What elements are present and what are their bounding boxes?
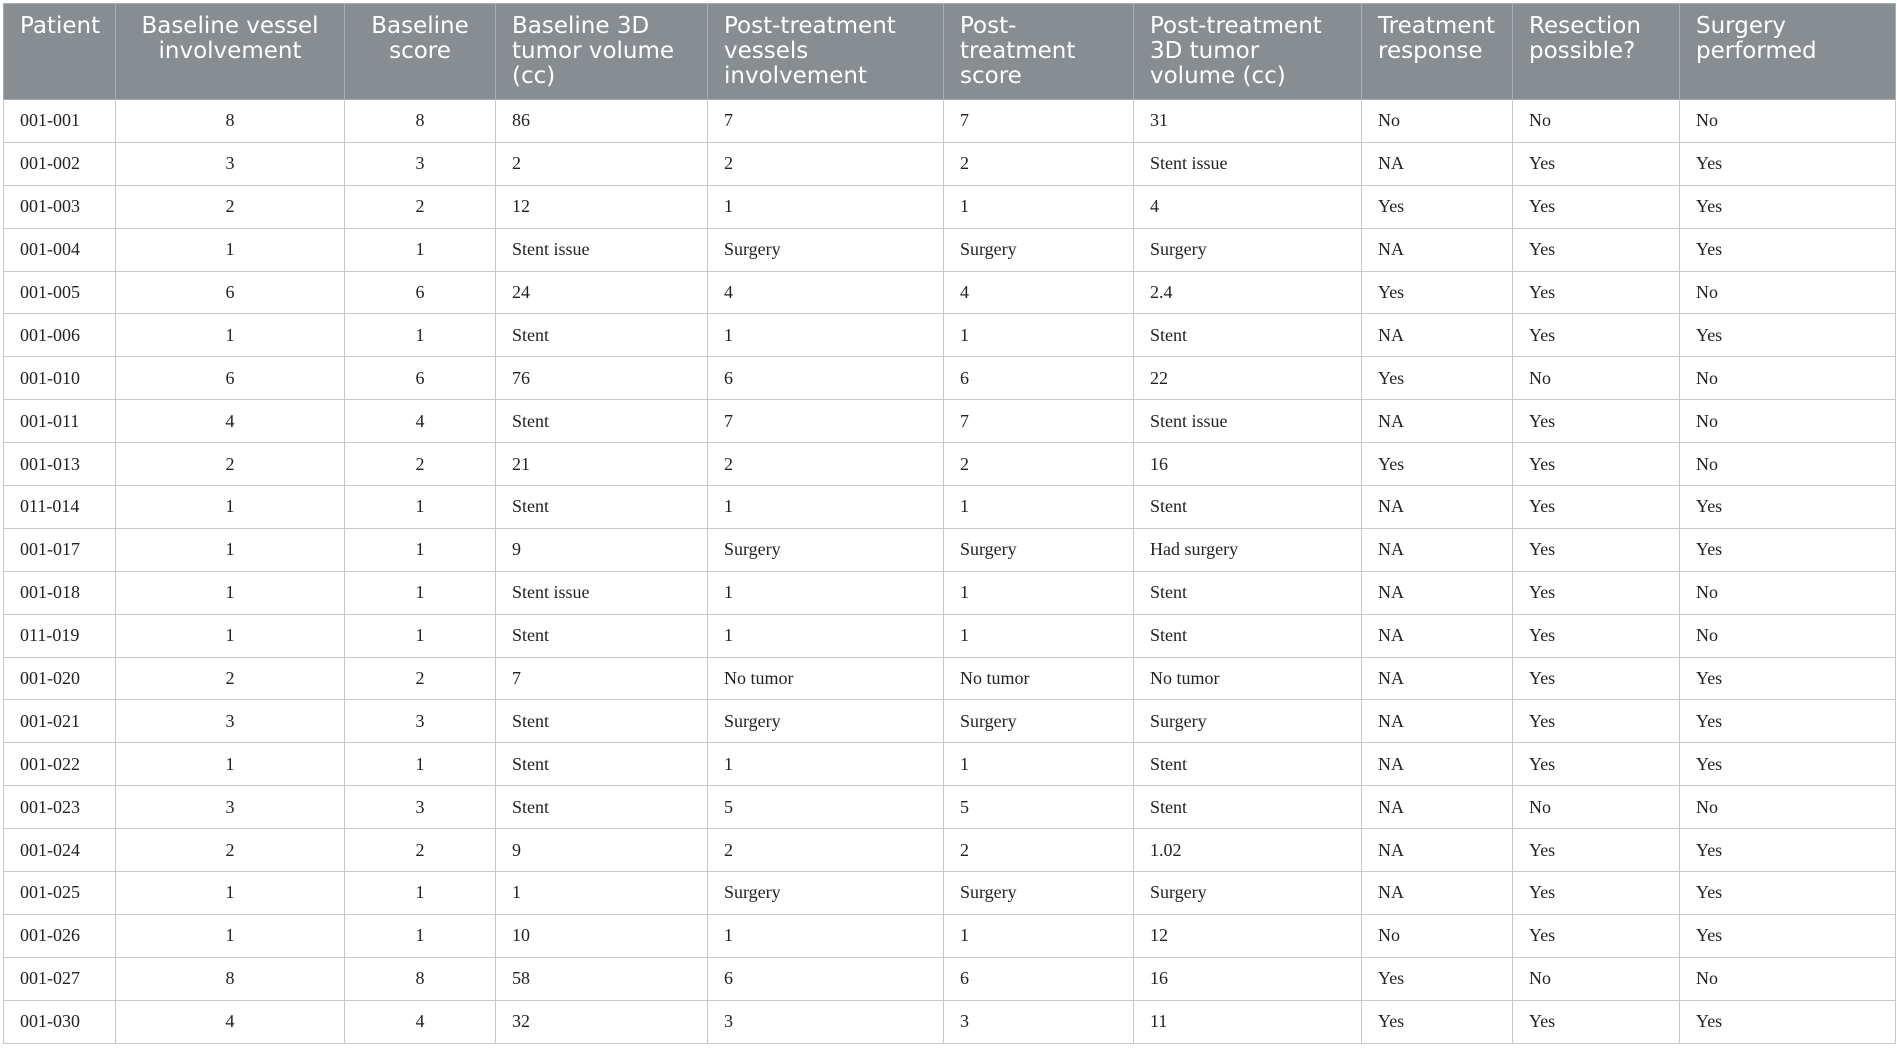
cell-surgery-performed: Yes — [1680, 743, 1896, 786]
cell-patient: 001-024 — [4, 829, 116, 872]
table-body — [4, 100, 1896, 1044]
table-row — [4, 571, 1896, 614]
cell-surgery-performed: No — [1680, 614, 1896, 657]
cell-baseline-score: 2 — [345, 657, 496, 700]
cell-treatment-response: Yes — [1362, 185, 1513, 228]
cell-post-vessels-involvement: Surgery — [708, 528, 944, 571]
cell-surgery-performed: Yes — [1680, 185, 1896, 228]
header-baseline-score: Baseline score — [345, 4, 496, 100]
cell-post-tumor-volume: Stent — [1134, 486, 1362, 529]
cell-baseline-score: 2 — [345, 829, 496, 872]
cell-baseline-score: 8 — [345, 100, 496, 143]
cell-surgery-performed: No — [1680, 443, 1896, 486]
cell-post-score: 3 — [944, 1000, 1134, 1043]
cell-patient: 001-018 — [4, 571, 116, 614]
header-post-vessels-involvement: Post-treatment vessels involvement — [708, 4, 944, 100]
cell-post-vessels-involvement: 2 — [708, 142, 944, 185]
cell-baseline-vessel-involvement: 1 — [116, 872, 345, 915]
cell-patient: 011-014 — [4, 486, 116, 529]
cell-baseline-vessel-involvement: 8 — [116, 957, 345, 1000]
cell-treatment-response: NA — [1362, 614, 1513, 657]
cell-treatment-response: Yes — [1362, 957, 1513, 1000]
cell-post-vessels-involvement: 1 — [708, 614, 944, 657]
cell-baseline-tumor-volume: 32 — [496, 1000, 708, 1043]
cell-surgery-performed: Yes — [1680, 486, 1896, 529]
cell-patient: 001-001 — [4, 100, 116, 143]
cell-post-vessels-involvement: 4 — [708, 271, 944, 314]
cell-post-vessels-involvement: 6 — [708, 957, 944, 1000]
cell-baseline-vessel-involvement: 2 — [116, 185, 345, 228]
cell-post-score: 1 — [944, 314, 1134, 357]
table-row — [4, 185, 1896, 228]
cell-post-score: Surgery — [944, 228, 1134, 271]
cell-treatment-response: NA — [1362, 786, 1513, 829]
cell-treatment-response: NA — [1362, 228, 1513, 271]
cell-surgery-performed: Yes — [1680, 872, 1896, 915]
header-surgery-performed: Surgery performed — [1680, 4, 1896, 100]
cell-post-score: 1 — [944, 571, 1134, 614]
cell-resection-possible: Yes — [1513, 271, 1680, 314]
cell-baseline-tumor-volume: 76 — [496, 357, 708, 400]
cell-surgery-performed: No — [1680, 357, 1896, 400]
cell-resection-possible: Yes — [1513, 528, 1680, 571]
cell-baseline-vessel-involvement: 8 — [116, 100, 345, 143]
cell-baseline-tumor-volume: 24 — [496, 271, 708, 314]
cell-baseline-vessel-involvement: 3 — [116, 700, 345, 743]
cell-baseline-tumor-volume: Stent issue — [496, 571, 708, 614]
table-row — [4, 957, 1896, 1000]
cell-baseline-vessel-involvement: 1 — [116, 743, 345, 786]
table-row — [4, 528, 1896, 571]
cell-treatment-response: NA — [1362, 743, 1513, 786]
cell-post-tumor-volume: 4 — [1134, 185, 1362, 228]
cell-baseline-tumor-volume: Stent — [496, 314, 708, 357]
cell-baseline-vessel-involvement: 2 — [116, 829, 345, 872]
cell-patient: 001-017 — [4, 528, 116, 571]
cell-patient: 001-022 — [4, 743, 116, 786]
cell-patient: 001-011 — [4, 400, 116, 443]
cell-surgery-performed: No — [1680, 957, 1896, 1000]
table-row — [4, 700, 1896, 743]
cell-baseline-score: 1 — [345, 528, 496, 571]
cell-patient: 001-023 — [4, 786, 116, 829]
cell-post-score: 1 — [944, 743, 1134, 786]
cell-treatment-response: No — [1362, 100, 1513, 143]
cell-baseline-tumor-volume: 86 — [496, 100, 708, 143]
cell-post-score: No tumor — [944, 657, 1134, 700]
header-post-score: Post-treatment score — [944, 4, 1134, 100]
cell-baseline-score: 6 — [345, 271, 496, 314]
cell-patient: 011-019 — [4, 614, 116, 657]
patient-table — [3, 3, 1896, 1044]
cell-post-vessels-involvement: 3 — [708, 1000, 944, 1043]
table-row — [4, 1000, 1896, 1043]
cell-baseline-tumor-volume: Stent issue — [496, 228, 708, 271]
cell-patient: 001-005 — [4, 271, 116, 314]
cell-surgery-performed: Yes — [1680, 142, 1896, 185]
cell-post-tumor-volume: 22 — [1134, 357, 1362, 400]
cell-resection-possible: Yes — [1513, 185, 1680, 228]
cell-post-vessels-involvement: 5 — [708, 786, 944, 829]
header-resection-possible: Resection possible? — [1513, 4, 1680, 100]
cell-post-score: Surgery — [944, 528, 1134, 571]
cell-baseline-score: 1 — [345, 872, 496, 915]
cell-post-score: 4 — [944, 271, 1134, 314]
cell-resection-possible: Yes — [1513, 872, 1680, 915]
cell-patient: 001-013 — [4, 443, 116, 486]
cell-resection-possible: Yes — [1513, 614, 1680, 657]
cell-post-tumor-volume: Stent — [1134, 614, 1362, 657]
cell-resection-possible: Yes — [1513, 228, 1680, 271]
cell-baseline-vessel-involvement: 2 — [116, 657, 345, 700]
cell-resection-possible: Yes — [1513, 486, 1680, 529]
cell-resection-possible: Yes — [1513, 142, 1680, 185]
cell-baseline-score: 1 — [345, 914, 496, 957]
cell-patient: 001-021 — [4, 700, 116, 743]
cell-post-tumor-volume: Stent — [1134, 743, 1362, 786]
cell-baseline-score: 3 — [345, 142, 496, 185]
cell-baseline-score: 1 — [345, 228, 496, 271]
cell-post-tumor-volume: Stent issue — [1134, 400, 1362, 443]
table-row — [4, 400, 1896, 443]
cell-resection-possible: Yes — [1513, 443, 1680, 486]
cell-post-score: 7 — [944, 400, 1134, 443]
cell-treatment-response: NA — [1362, 872, 1513, 915]
cell-post-tumor-volume: 12 — [1134, 914, 1362, 957]
cell-post-vessels-involvement: 2 — [708, 829, 944, 872]
cell-baseline-tumor-volume: 9 — [496, 829, 708, 872]
cell-post-vessels-involvement: 7 — [708, 400, 944, 443]
cell-post-score: 6 — [944, 957, 1134, 1000]
cell-baseline-vessel-involvement: 1 — [116, 228, 345, 271]
cell-baseline-tumor-volume: Stent — [496, 743, 708, 786]
cell-baseline-score: 1 — [345, 743, 496, 786]
cell-post-vessels-involvement: Surgery — [708, 700, 944, 743]
cell-post-vessels-involvement: 1 — [708, 743, 944, 786]
cell-surgery-performed: No — [1680, 271, 1896, 314]
cell-resection-possible: Yes — [1513, 914, 1680, 957]
cell-patient: 001-003 — [4, 185, 116, 228]
cell-patient: 001-020 — [4, 657, 116, 700]
cell-baseline-tumor-volume: 21 — [496, 443, 708, 486]
cell-patient: 001-030 — [4, 1000, 116, 1043]
cell-treatment-response: NA — [1362, 142, 1513, 185]
cell-surgery-performed: Yes — [1680, 314, 1896, 357]
cell-post-tumor-volume: No tumor — [1134, 657, 1362, 700]
cell-post-vessels-involvement: 1 — [708, 486, 944, 529]
cell-baseline-tumor-volume: Stent — [496, 786, 708, 829]
cell-baseline-score: 4 — [345, 1000, 496, 1043]
cell-post-vessels-involvement: 6 — [708, 357, 944, 400]
cell-treatment-response: NA — [1362, 400, 1513, 443]
cell-post-score: Surgery — [944, 872, 1134, 915]
cell-surgery-performed: No — [1680, 571, 1896, 614]
table-row — [4, 743, 1896, 786]
cell-post-vessels-involvement: 1 — [708, 185, 944, 228]
cell-post-vessels-involvement: 2 — [708, 443, 944, 486]
cell-baseline-vessel-involvement: 1 — [116, 571, 345, 614]
cell-baseline-vessel-involvement: 4 — [116, 1000, 345, 1043]
cell-surgery-performed: No — [1680, 400, 1896, 443]
cell-baseline-vessel-involvement: 4 — [116, 400, 345, 443]
cell-baseline-tumor-volume: Stent — [496, 700, 708, 743]
cell-resection-possible: Yes — [1513, 1000, 1680, 1043]
cell-resection-possible: Yes — [1513, 657, 1680, 700]
cell-treatment-response: NA — [1362, 314, 1513, 357]
header-patient: Patient — [4, 4, 116, 100]
cell-patient: 001-026 — [4, 914, 116, 957]
cell-post-tumor-volume: Stent issue — [1134, 142, 1362, 185]
cell-surgery-performed: Yes — [1680, 1000, 1896, 1043]
cell-resection-possible: Yes — [1513, 400, 1680, 443]
cell-treatment-response: Yes — [1362, 1000, 1513, 1043]
table-row — [4, 142, 1896, 185]
cell-resection-possible: No — [1513, 100, 1680, 143]
cell-post-score: 2 — [944, 443, 1134, 486]
header-treatment-response: Treatment response — [1362, 4, 1513, 100]
cell-baseline-tumor-volume: 12 — [496, 185, 708, 228]
cell-resection-possible: Yes — [1513, 700, 1680, 743]
cell-baseline-score: 2 — [345, 443, 496, 486]
table-row — [4, 271, 1896, 314]
cell-treatment-response: No — [1362, 914, 1513, 957]
cell-baseline-tumor-volume: 1 — [496, 872, 708, 915]
header-baseline-tumor-volume: Baseline 3D tumor volume (cc) — [496, 4, 708, 100]
cell-post-score: 1 — [944, 486, 1134, 529]
cell-resection-possible: No — [1513, 357, 1680, 400]
cell-post-tumor-volume: Surgery — [1134, 228, 1362, 271]
cell-baseline-tumor-volume: 10 — [496, 914, 708, 957]
cell-post-vessels-involvement: Surgery — [708, 228, 944, 271]
cell-baseline-tumor-volume: 2 — [496, 142, 708, 185]
cell-baseline-score: 6 — [345, 357, 496, 400]
cell-baseline-score: 1 — [345, 486, 496, 529]
cell-baseline-vessel-involvement: 1 — [116, 914, 345, 957]
cell-baseline-score: 8 — [345, 957, 496, 1000]
cell-post-tumor-volume: 16 — [1134, 957, 1362, 1000]
table-row — [4, 443, 1896, 486]
cell-surgery-performed: Yes — [1680, 829, 1896, 872]
cell-post-score: 1 — [944, 185, 1134, 228]
cell-post-score: 1 — [944, 614, 1134, 657]
cell-post-vessels-involvement: Surgery — [708, 872, 944, 915]
table-row — [4, 872, 1896, 915]
cell-surgery-performed: Yes — [1680, 228, 1896, 271]
cell-baseline-vessel-involvement: 1 — [116, 314, 345, 357]
cell-patient: 001-010 — [4, 357, 116, 400]
table-row — [4, 228, 1896, 271]
cell-post-score: 5 — [944, 786, 1134, 829]
cell-baseline-tumor-volume: Stent — [496, 486, 708, 529]
cell-treatment-response: NA — [1362, 657, 1513, 700]
cell-post-score: 1 — [944, 914, 1134, 957]
table-row — [4, 100, 1896, 143]
cell-baseline-score: 4 — [345, 400, 496, 443]
cell-baseline-tumor-volume: 9 — [496, 528, 708, 571]
cell-post-tumor-volume: Had surgery — [1134, 528, 1362, 571]
cell-post-tumor-volume: Stent — [1134, 786, 1362, 829]
cell-post-vessels-involvement: 1 — [708, 571, 944, 614]
cell-post-tumor-volume: 11 — [1134, 1000, 1362, 1043]
cell-post-tumor-volume: 2.4 — [1134, 271, 1362, 314]
cell-surgery-performed: Yes — [1680, 700, 1896, 743]
table-row — [4, 614, 1896, 657]
cell-post-score: 2 — [944, 142, 1134, 185]
cell-post-vessels-involvement: 7 — [708, 100, 944, 143]
header-row — [4, 4, 1896, 100]
cell-resection-possible: Yes — [1513, 829, 1680, 872]
cell-baseline-score: 1 — [345, 314, 496, 357]
cell-post-score: 2 — [944, 829, 1134, 872]
cell-baseline-vessel-involvement: 6 — [116, 357, 345, 400]
cell-surgery-performed: Yes — [1680, 914, 1896, 957]
cell-patient: 001-025 — [4, 872, 116, 915]
cell-baseline-vessel-involvement: 6 — [116, 271, 345, 314]
table-header — [4, 4, 1896, 100]
cell-patient: 001-004 — [4, 228, 116, 271]
cell-post-tumor-volume: 1.02 — [1134, 829, 1362, 872]
cell-patient: 001-027 — [4, 957, 116, 1000]
cell-baseline-score: 2 — [345, 185, 496, 228]
cell-treatment-response: NA — [1362, 700, 1513, 743]
cell-post-score: Surgery — [944, 700, 1134, 743]
cell-post-tumor-volume: Surgery — [1134, 700, 1362, 743]
cell-baseline-vessel-involvement: 1 — [116, 528, 345, 571]
cell-surgery-performed: Yes — [1680, 657, 1896, 700]
cell-baseline-tumor-volume: Stent — [496, 400, 708, 443]
cell-surgery-performed: No — [1680, 786, 1896, 829]
table-row — [4, 829, 1896, 872]
table-row — [4, 314, 1896, 357]
cell-resection-possible: Yes — [1513, 743, 1680, 786]
cell-baseline-vessel-involvement: 3 — [116, 786, 345, 829]
cell-post-vessels-involvement: 1 — [708, 314, 944, 357]
cell-surgery-performed: Yes — [1680, 528, 1896, 571]
cell-resection-possible: No — [1513, 786, 1680, 829]
cell-resection-possible: No — [1513, 957, 1680, 1000]
cell-baseline-score: 1 — [345, 614, 496, 657]
cell-resection-possible: Yes — [1513, 314, 1680, 357]
header-baseline-vessel-involvement: Baseline vessel involvement — [116, 4, 345, 100]
cell-baseline-tumor-volume: 58 — [496, 957, 708, 1000]
table-row — [4, 357, 1896, 400]
cell-treatment-response: NA — [1362, 829, 1513, 872]
cell-baseline-score: 3 — [345, 700, 496, 743]
cell-post-tumor-volume: 16 — [1134, 443, 1362, 486]
cell-treatment-response: NA — [1362, 571, 1513, 614]
cell-baseline-vessel-involvement: 1 — [116, 614, 345, 657]
cell-post-vessels-involvement: 1 — [708, 914, 944, 957]
cell-post-score: 6 — [944, 357, 1134, 400]
cell-treatment-response: Yes — [1362, 271, 1513, 314]
table-row — [4, 914, 1896, 957]
cell-post-tumor-volume: Stent — [1134, 314, 1362, 357]
cell-baseline-tumor-volume: 7 — [496, 657, 708, 700]
cell-baseline-vessel-involvement: 3 — [116, 142, 345, 185]
cell-post-score: 7 — [944, 100, 1134, 143]
table-row — [4, 786, 1896, 829]
cell-treatment-response: NA — [1362, 528, 1513, 571]
cell-post-vessels-involvement: No tumor — [708, 657, 944, 700]
cell-patient: 001-006 — [4, 314, 116, 357]
cell-post-tumor-volume: 31 — [1134, 100, 1362, 143]
cell-resection-possible: Yes — [1513, 571, 1680, 614]
cell-baseline-score: 3 — [345, 786, 496, 829]
cell-surgery-performed: No — [1680, 100, 1896, 143]
table-row — [4, 486, 1896, 529]
cell-treatment-response: NA — [1362, 486, 1513, 529]
cell-post-tumor-volume: Stent — [1134, 571, 1362, 614]
cell-baseline-tumor-volume: Stent — [496, 614, 708, 657]
table-row — [4, 657, 1896, 700]
cell-patient: 001-002 — [4, 142, 116, 185]
cell-baseline-vessel-involvement: 2 — [116, 443, 345, 486]
cell-treatment-response: Yes — [1362, 357, 1513, 400]
cell-baseline-score: 1 — [345, 571, 496, 614]
header-post-tumor-volume: Post-treatment 3D tumor volume (cc) — [1134, 4, 1362, 100]
cell-post-tumor-volume: Surgery — [1134, 872, 1362, 915]
cell-treatment-response: Yes — [1362, 443, 1513, 486]
cell-baseline-vessel-involvement: 1 — [116, 486, 345, 529]
